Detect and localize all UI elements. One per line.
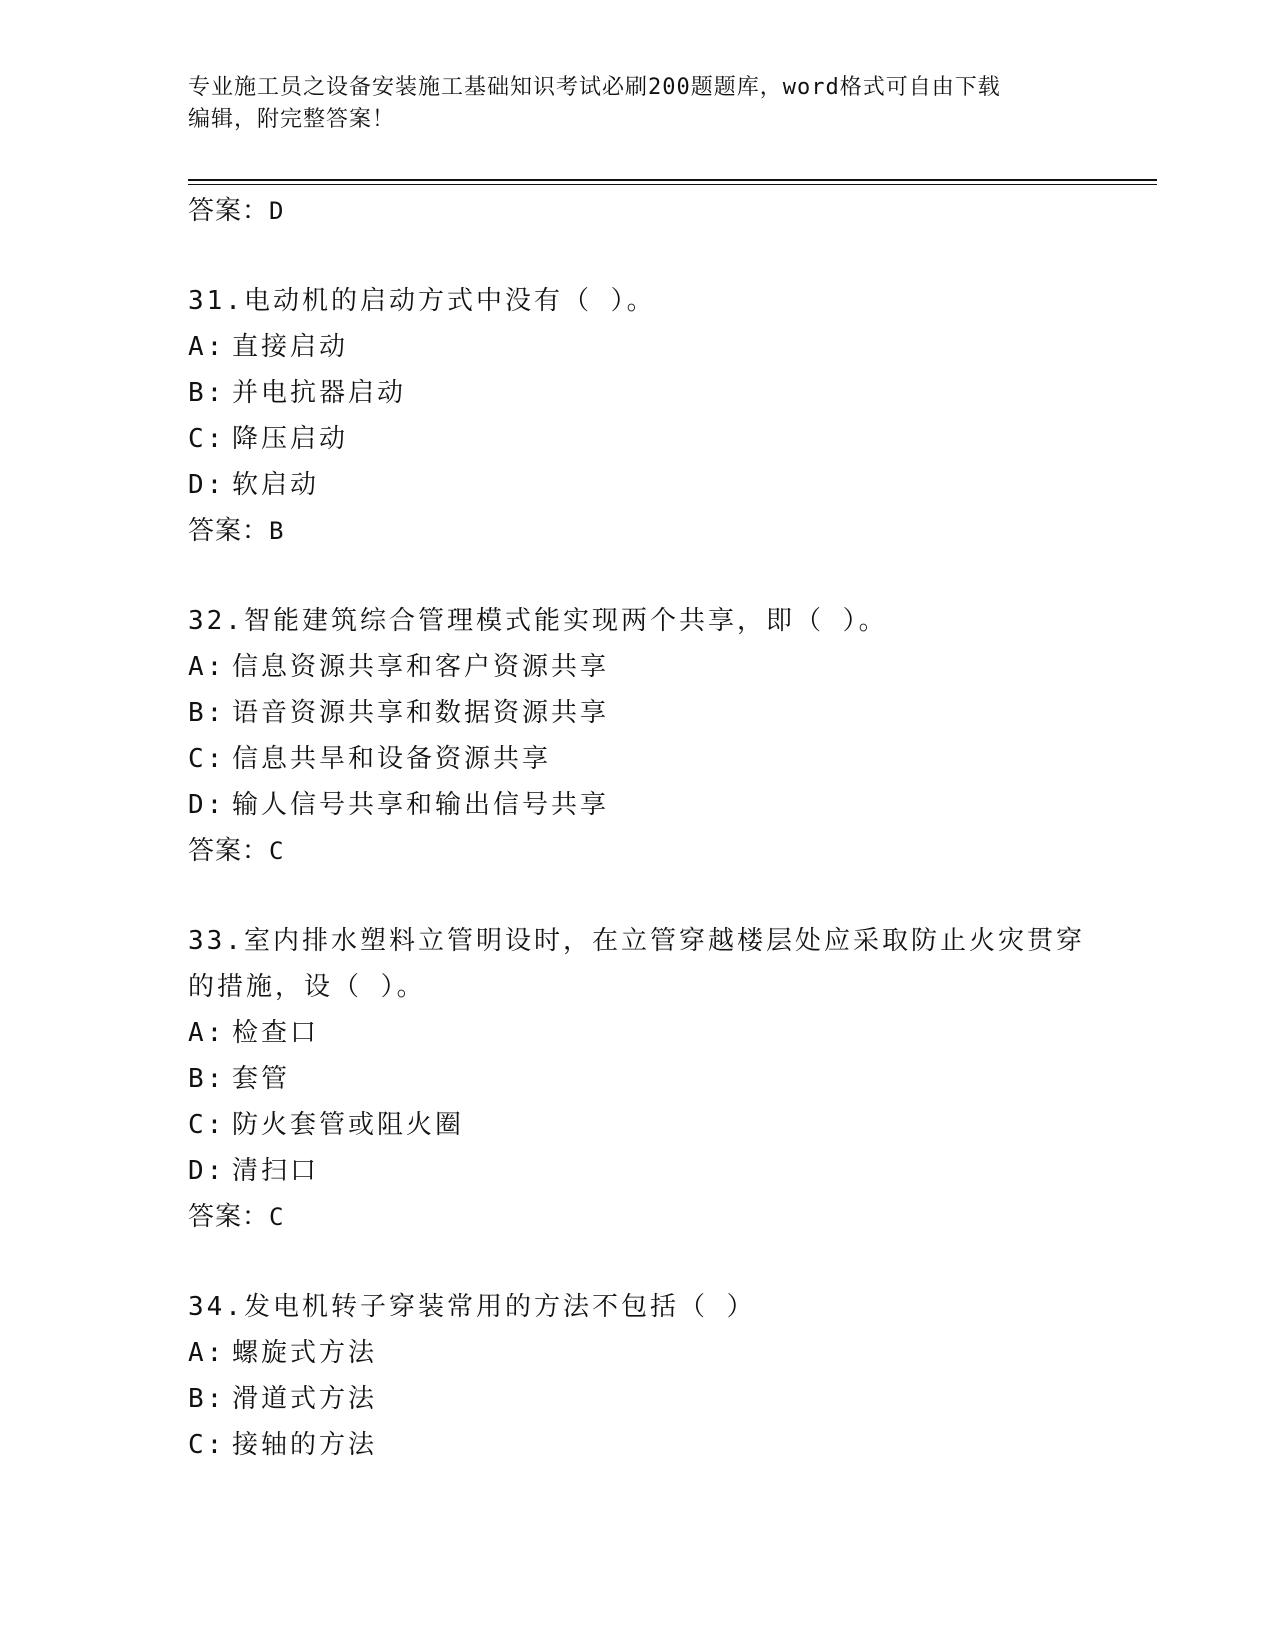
previous-answer [188,188,1088,234]
option-b [188,370,1088,416]
option-b [188,1056,1088,1102]
option-text: 防火套管或阻火圈 [232,1110,465,1140]
question-33 [188,918,1088,1240]
question-text: 33.室内排水塑料立管明设时，在立管穿越楼层处应采取防止火灾贯穿的措施，设（ ）。 [188,926,1085,1002]
option-key: A: [188,652,226,682]
question-text: 32.智能建筑综合管理模式能实现两个共享，即（ ）。 [188,606,888,636]
answer-value: B [269,517,285,545]
question-answer [188,828,1088,874]
option-b [188,1376,1088,1422]
option-text: 信息共旱和设备资源共享 [232,744,552,774]
question-34 [188,1284,1088,1468]
answer-label: 答案： [188,516,270,546]
option-a [188,644,1088,690]
option-text: 信息资源共享和客户资源共享 [232,652,610,682]
option-a [188,324,1088,370]
header-divider-thin [188,184,1157,185]
option-text: 螺旋式方法 [232,1338,378,1368]
question-32 [188,598,1088,874]
option-text: 滑道式方法 [232,1384,378,1414]
header-divider-thick [188,179,1157,181]
answer-label: 答案： [188,196,270,226]
option-text: 并电抗器启动 [232,378,407,408]
question-text: 34.发电机转子穿装常用的方法不包括（ ） [188,1292,756,1322]
option-text: 语音资源共享和数据资源共享 [232,698,610,728]
question-text: 31.电动机的启动方式中没有（ ）。 [188,286,656,316]
option-text: 软启动 [232,470,320,500]
option-key: D: [188,790,226,820]
answer-label: 答案： [188,1202,270,1232]
option-c [188,736,1088,782]
option-key: B: [188,698,226,728]
question-answer [188,508,1088,554]
option-d [188,1148,1088,1194]
answer-value: C [269,837,285,865]
option-text: 降压启动 [232,424,349,454]
answer-value: C [269,1203,285,1231]
header-title-line-1: 专业施工员之设备安装施工基础知识考试必刷200题题库，word格式可自由下载 [188,75,1001,100]
option-a [188,1330,1088,1376]
question-answer [188,1194,1088,1240]
answer-label: 答案： [188,836,270,866]
option-c [188,416,1088,462]
option-text: 输人信号共享和输出信号共享 [232,790,610,820]
option-key: C: [188,744,226,774]
option-c [188,1422,1088,1468]
option-key: A: [188,332,226,362]
option-text: 套管 [232,1064,291,1094]
header-title-line-2: 编辑，附完整答案！ [188,107,396,132]
answer-value: D [269,197,285,225]
option-key: B: [188,1064,226,1094]
option-text: 直接启动 [232,332,349,362]
option-text: 接轴的方法 [232,1430,378,1460]
option-key: A: [188,1018,226,1048]
option-key: B: [188,1384,226,1414]
option-key: C: [188,1430,226,1460]
option-text: 检查口 [232,1018,320,1048]
question-31 [188,278,1088,554]
document-header [188,72,1088,136]
option-key: B: [188,378,226,408]
option-key: C: [188,1110,226,1140]
option-d [188,462,1088,508]
option-key: D: [188,470,226,500]
option-text: 清扫口 [232,1156,320,1186]
option-d [188,782,1088,828]
option-key: C: [188,424,226,454]
option-b [188,690,1088,736]
question-list [188,188,1088,1468]
option-c [188,1102,1088,1148]
option-key: D: [188,1156,226,1186]
option-key: A: [188,1338,226,1368]
option-a [188,1010,1088,1056]
